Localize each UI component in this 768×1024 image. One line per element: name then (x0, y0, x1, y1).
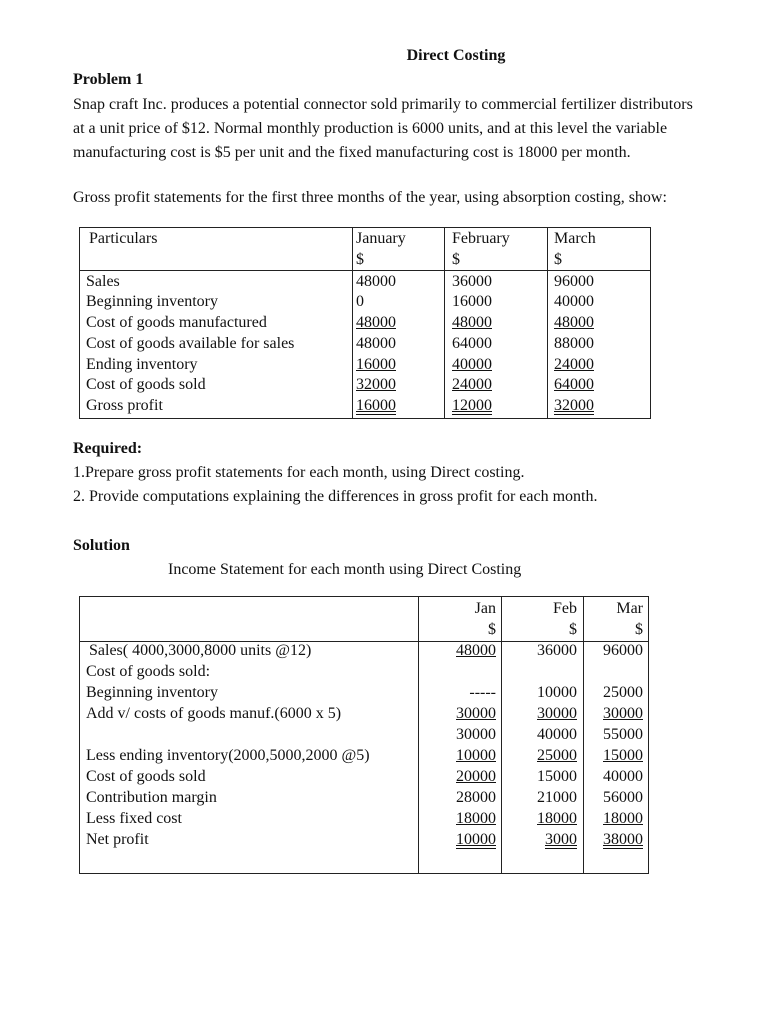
t1-cell: 40000 (554, 293, 594, 310)
t1-cell: 16000 (356, 356, 396, 373)
t1-header-february: February (452, 230, 510, 247)
t2-currency-mar: $ (635, 621, 643, 638)
t2-header-jan: Jan (474, 600, 496, 617)
t1-currency-mar: $ (554, 251, 562, 268)
t2-cell: 30000 (603, 705, 643, 722)
t2-cell: 40000 (537, 726, 577, 743)
t1-cell: 64000 (554, 376, 594, 393)
t2-cell: 38000 (603, 831, 643, 848)
t1-currency-jan: $ (356, 251, 364, 268)
t2-row-label: Add v/ costs of goods manuf.(6000 x 5) (86, 705, 342, 722)
t2-cell: 96000 (603, 642, 643, 659)
t2-cell: 15000 (603, 747, 643, 764)
t1-cell: 16000 (356, 397, 396, 414)
document-title: Direct Costing (406, 47, 506, 64)
t1-cell: 36000 (452, 273, 492, 290)
required-heading: Required: (73, 440, 143, 457)
t2-cell: 18000 (603, 810, 643, 827)
t2-cell: 20000 (456, 768, 496, 785)
t1-row-label: Sales (86, 273, 120, 290)
t2-header-mar: Mar (616, 600, 643, 617)
t2-cell: 25000 (603, 684, 643, 701)
t1-cell: 32000 (554, 397, 594, 414)
t1-cell: 48000 (452, 314, 492, 331)
t1-header-particulars: Particulars (89, 230, 158, 247)
t1-row-label: Cost of goods sold (86, 376, 206, 393)
t2-cell: 28000 (456, 789, 496, 806)
t1-cell: 48000 (356, 273, 396, 290)
t1-cell: 48000 (356, 314, 396, 331)
t2-cell: 36000 (537, 642, 577, 659)
direct-costing-table (79, 596, 649, 874)
t2-cell: 30000 (456, 726, 496, 743)
t2-cell: 10000 (537, 684, 577, 701)
t2-cell: 30000 (537, 705, 577, 722)
t2-row-label: Less ending inventory(2000,5000,2000 @5) (86, 747, 370, 764)
t2-row-label: Beginning inventory (86, 684, 218, 701)
t2-cell: 30000 (456, 705, 496, 722)
t1-cell: 48000 (356, 335, 396, 352)
t2-cell: 18000 (537, 810, 577, 827)
t1-cell: 16000 (452, 293, 492, 310)
t2-currency-jan: $ (488, 621, 496, 638)
t2-cell: 15000 (537, 768, 577, 785)
t2-row-label: Cost of goods sold: (86, 663, 211, 680)
t1-cell: 12000 (452, 397, 492, 414)
t1-row-label: Cost of goods available for sales (86, 335, 295, 352)
problem-text: Snap craft Inc. produces a potential connector sold primarily to commercial fertilizer distributors at a unit price of $12. Normal monthly production is 6000 units, and at this level the variable manufacturing cost is $5 per unit and the fixed manufacturing cost is 18000 per month. (73, 96, 693, 161)
t2-cell: 56000 (603, 789, 643, 806)
t1-cell: 48000 (554, 314, 594, 331)
t1-header-january: January (356, 230, 406, 247)
t2-cell: 10000 (456, 831, 496, 848)
t2-cell: ----- (469, 684, 496, 701)
t1-cell: 0 (356, 293, 364, 310)
t1-cell: 64000 (452, 335, 492, 352)
t1-cell: 24000 (554, 356, 594, 373)
t1-header-march: March (554, 230, 596, 247)
t2-cell: 10000 (456, 747, 496, 764)
problem-heading: Problem 1 (73, 71, 144, 88)
t2-row-label: Less fixed cost (86, 810, 182, 827)
t1-cell: 96000 (554, 273, 594, 290)
t2-row-label: Cost of goods sold (86, 768, 206, 785)
t2-cell: 21000 (537, 789, 577, 806)
t2-row-label: Net profit (86, 831, 149, 848)
solution-heading: Solution (73, 537, 130, 554)
t1-cell: 40000 (452, 356, 492, 373)
t1-currency-feb: $ (452, 251, 460, 268)
t2-cell: 40000 (603, 768, 643, 785)
t1-row-label: Cost of goods manufactured (86, 314, 267, 331)
t1-cell: 32000 (356, 376, 396, 393)
t1-cell: 88000 (554, 335, 594, 352)
t2-currency-feb: $ (569, 621, 577, 638)
t1-row-label: Beginning inventory (86, 293, 218, 310)
t1-row-label: Ending inventory (86, 356, 198, 373)
t2-header-feb: Feb (553, 600, 577, 617)
t2-cell: 18000 (456, 810, 496, 827)
required-item-2: 2. Provide computations explaining the differences in gross profit for each month. (73, 488, 598, 505)
absorption-costing-table (79, 227, 651, 419)
t2-row-label: Contribution margin (86, 789, 217, 806)
t2-row-label: Sales( 4000,3000,8000 units @12) (89, 642, 312, 659)
t2-cell: 3000 (545, 831, 577, 848)
t1-cell: 24000 (452, 376, 492, 393)
problem-text-2: Gross profit statements for the first three months of the year, using absorption costing, show: (73, 189, 667, 206)
required-item-1: 1.Prepare gross profit statements for each month, using Direct costing. (73, 464, 525, 481)
t2-cell: 55000 (603, 726, 643, 743)
t2-cell: 48000 (456, 642, 496, 659)
t2-cell: 25000 (537, 747, 577, 764)
solution-subtitle: Income Statement for each month using Direct Costing (168, 561, 522, 578)
t1-row-label: Gross profit (86, 397, 163, 414)
